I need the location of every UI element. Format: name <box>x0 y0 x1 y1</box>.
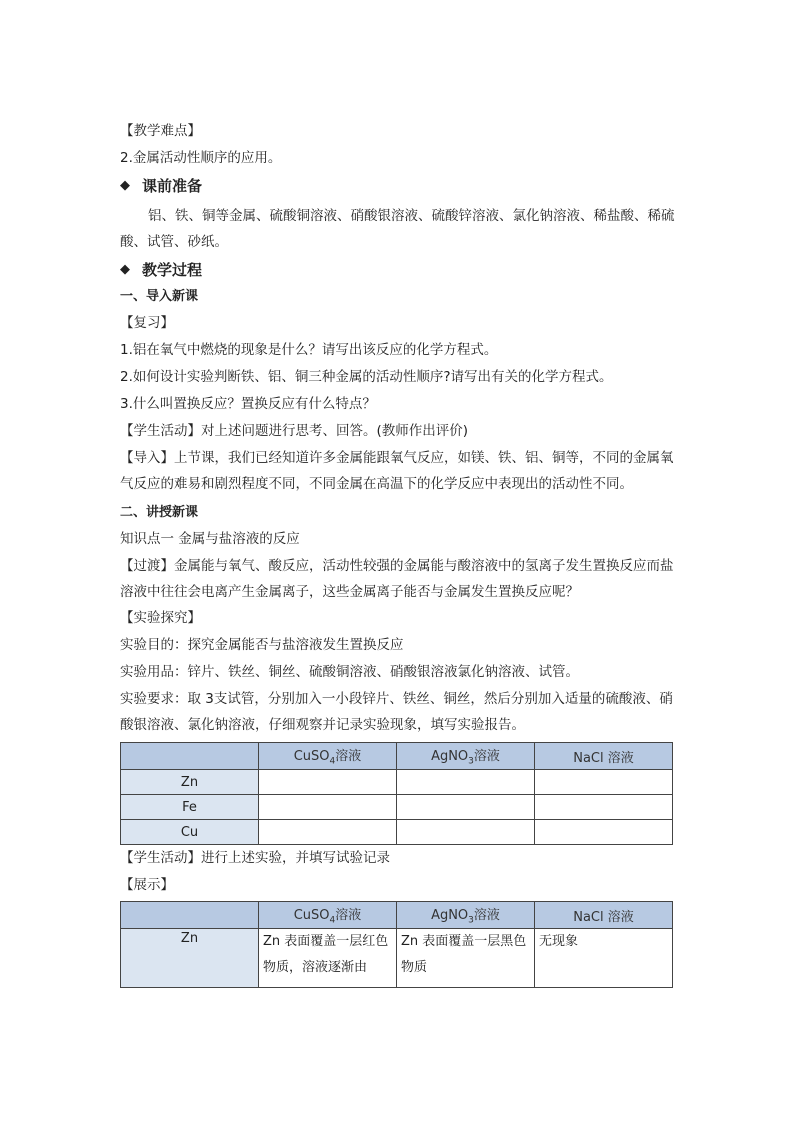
header-nacl: NaCl 溶液 <box>535 902 673 929</box>
difficulty-heading: 【教学难点】 <box>120 123 201 139</box>
transition-paragraph: 【过渡】金属能与氧气、酸反应，活动性较强的金属能与酸溶液中的氢离子发生置换反应而盐溶液中往往会电离产生金属离子，这些金属离子能否与金属发生置换反应呢？ <box>120 558 674 600</box>
header-agno3: AgNO$_3$溶液 <box>397 743 535 770</box>
diamond-bullet-icon: ◆ <box>120 262 130 277</box>
experiment-requirements: 实验要求：取 3支试管，分别加入一小段锌片、铁丝、铜丝，然后分别加入适量的硫酸液、硝酸银溶液、氯化钠溶液，仔细观察并记录实验现象，填写实验报告。 <box>120 691 673 733</box>
document-page <box>120 118 676 988</box>
review-item: 3.什么叫置换反应？置换反应有什么特点？ <box>120 396 376 412</box>
student-activity-2: 【学生活动】进行上述实验，并填写试验记录 <box>120 850 390 866</box>
cell-text: Zn 表面覆盖一层黑色物质 <box>401 934 527 975</box>
table-row <box>121 929 673 988</box>
table-row <box>121 770 673 795</box>
experiment-heading: 【实验探究】 <box>120 610 201 626</box>
table-cell <box>535 795 673 820</box>
process-heading: 教学过程 <box>142 261 203 279</box>
row-label-zn: Zn <box>121 770 259 795</box>
table-header-row <box>121 902 673 929</box>
process-heading-row <box>120 256 676 284</box>
table-row <box>121 795 673 820</box>
diamond-bullet-icon: ◆ <box>120 178 130 193</box>
cell-text: Zn 表面覆盖一层红色物质，溶液逐渐由 <box>263 934 389 975</box>
table-cell <box>259 770 397 795</box>
experiment-purpose: 实验目的：探究金属能否与盐溶液发生置换反应 <box>120 637 404 653</box>
table-cell <box>259 820 397 845</box>
row-label-zn: Zn <box>121 929 259 988</box>
prep-text: 铝、铁、铜等金属、硫酸铜溶液、硝酸银溶液、硫酸锌溶液、氯化钠溶液、稀盐酸、稀硫酸、试管、砂纸。 <box>120 208 675 250</box>
results-table <box>120 901 673 988</box>
cell-text: 无现象 <box>539 934 579 949</box>
prep-heading: 课前准备 <box>142 177 203 195</box>
difficulty-item: 2.金属活动性顺序的应用。 <box>120 150 282 166</box>
header-agno3: AgNO$_3$溶液 <box>397 902 535 929</box>
table-row <box>121 820 673 845</box>
experiment-materials: 实验用品：锌片、铁丝、铜丝、硫酸铜溶液、硝酸银溶液氯化钠溶液、试管。 <box>120 664 579 680</box>
table-cell <box>259 929 397 988</box>
table-cell <box>535 820 673 845</box>
table-header-row <box>121 743 673 770</box>
header-empty-cell <box>121 743 259 770</box>
review-item: 2.如何设计实验判断铁、铝、铜三种金属的活动性顺序?请写出有关的化学方程式。 <box>120 369 613 385</box>
row-label-fe: Fe <box>121 795 259 820</box>
header-empty-cell <box>121 902 259 929</box>
display-heading: 【展示】 <box>120 877 174 893</box>
row-label-cu: Cu <box>121 820 259 845</box>
table-cell <box>259 795 397 820</box>
review-item: 1.铝在氧气中燃烧的现象是什么？请写出该反应的化学方程式。 <box>120 342 498 358</box>
table-cell <box>397 820 535 845</box>
review-heading: 【复习】 <box>120 315 174 331</box>
header-cuso4: CuSO$_4$溶液 <box>259 902 397 929</box>
table-cell <box>535 929 673 988</box>
table-cell <box>397 929 535 988</box>
intro-heading: 一、导入新课 <box>120 289 199 304</box>
header-nacl: NaCl 溶液 <box>535 743 673 770</box>
experiment-table <box>120 742 673 845</box>
table-cell <box>397 770 535 795</box>
table-cell <box>397 795 535 820</box>
header-cuso4: CuSO$_4$溶液 <box>259 743 397 770</box>
knowledge-point: 知识点一 金属与盐溶液的反应 <box>120 531 300 547</box>
student-activity-1: 【学生活动】对上述问题进行思考、回答。(教师作出评价) <box>120 423 469 439</box>
prep-heading-row <box>120 172 676 200</box>
teach-heading: 二、讲授新课 <box>120 505 199 520</box>
lead-in-paragraph: 【导入】上节课，我们已经知道许多金属能跟氧气反应，如镁、铁、铝、铜等，不同的金属氧气反应的难易和剧烈程度不同，不同金属在高温下的化学反应中表现出的活动性不同。 <box>120 450 674 492</box>
table-cell <box>535 770 673 795</box>
